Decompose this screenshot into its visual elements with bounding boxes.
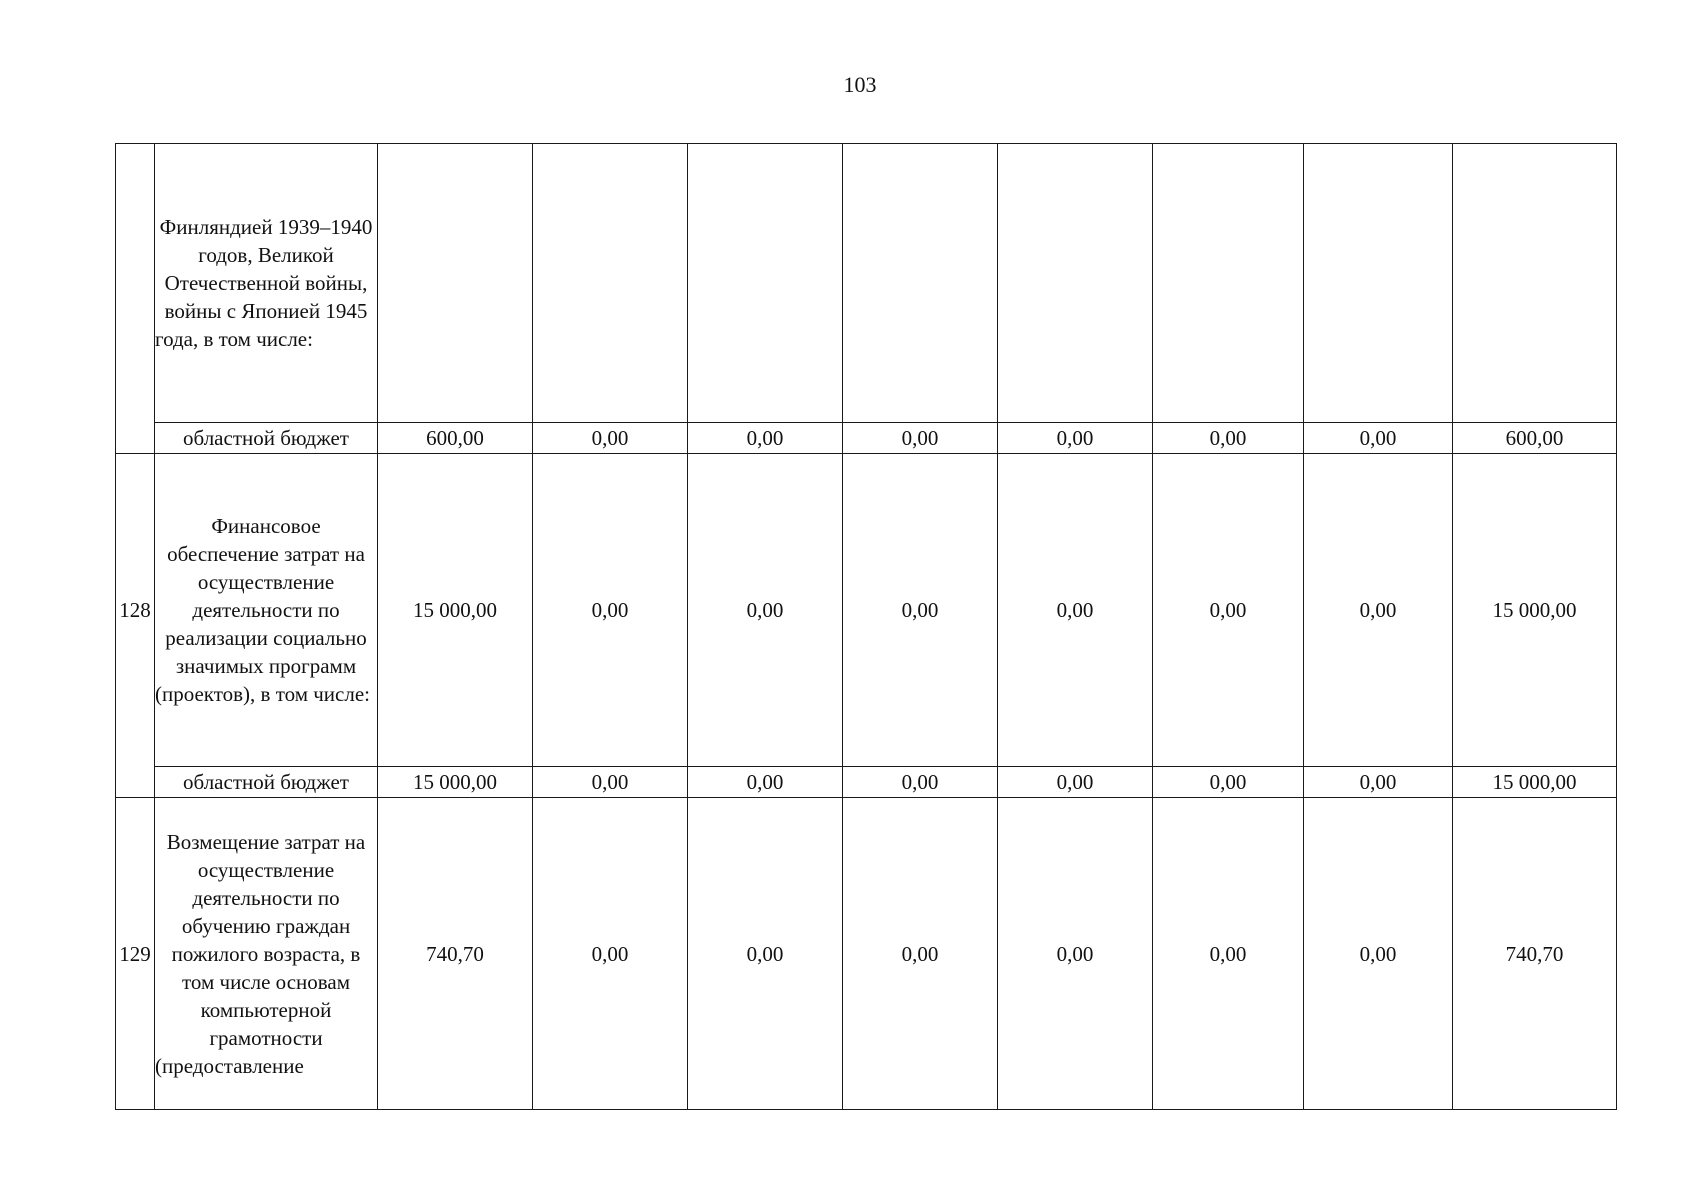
- value-cell: 0,00: [998, 454, 1153, 767]
- table-row: [116, 454, 1617, 767]
- value-cell: 0,00: [1153, 423, 1304, 454]
- value-cell: 0,00: [1153, 454, 1304, 767]
- value-cell: 0,00: [998, 767, 1153, 798]
- value-cell: [1153, 144, 1304, 423]
- table-row: [116, 423, 1617, 454]
- value-cell: 740,70: [1453, 798, 1617, 1110]
- value-cell: 0,00: [688, 767, 843, 798]
- value-cell: 15 000,00: [378, 454, 533, 767]
- table-row: [116, 767, 1617, 798]
- page-number: 103: [843, 72, 877, 97]
- value-cell: 0,00: [1153, 767, 1304, 798]
- value-cell: 0,00: [843, 454, 998, 767]
- value-cell: 0,00: [688, 423, 843, 454]
- row-description: областной бюджет: [155, 423, 378, 454]
- value-cell: [843, 144, 998, 423]
- value-cell: 0,00: [843, 423, 998, 454]
- value-cell: 0,00: [1304, 767, 1453, 798]
- row-description: областной бюджет: [155, 767, 378, 798]
- value-cell: 0,00: [843, 767, 998, 798]
- value-cell: 740,70: [378, 798, 533, 1110]
- value-cell: 0,00: [533, 423, 688, 454]
- table-row: [116, 798, 1617, 1110]
- value-cell: 600,00: [1453, 423, 1617, 454]
- value-cell: 0,00: [1153, 798, 1304, 1110]
- value-cell: [688, 144, 843, 423]
- value-cell: 0,00: [533, 767, 688, 798]
- value-cell: 600,00: [378, 423, 533, 454]
- value-cell: [378, 144, 533, 423]
- row-description: Финляндией 1939–1940 годов, Великой Отечественной войны, войны с Японией 1945 года, в том числе:: [155, 144, 378, 423]
- row-description: Финансовое обеспечение затрат на осуществление деятельности по реализации социально значимых программ (проектов), в том числе:: [155, 454, 378, 767]
- budget-table: [115, 143, 1617, 1110]
- value-cell: [1453, 144, 1617, 423]
- value-cell: 0,00: [533, 798, 688, 1110]
- value-cell: 15 000,00: [1453, 767, 1617, 798]
- row-number-cell: 128: [116, 454, 155, 798]
- value-cell: [533, 144, 688, 423]
- value-cell: 0,00: [843, 798, 998, 1110]
- row-number-cell: [116, 144, 155, 454]
- value-cell: 0,00: [1304, 423, 1453, 454]
- table-row: [116, 144, 1617, 423]
- value-cell: 0,00: [998, 798, 1153, 1110]
- value-cell: 15 000,00: [1453, 454, 1617, 767]
- row-description: Возмещение затрат на осуществление деятельности по обучению граждан пожилого возраста, в том числе основам компьютерной грамотности (предоставление: [155, 798, 378, 1110]
- value-cell: 0,00: [1304, 454, 1453, 767]
- value-cell: 0,00: [998, 423, 1153, 454]
- row-number-cell: 129: [116, 798, 155, 1110]
- value-cell: 0,00: [688, 798, 843, 1110]
- value-cell: [998, 144, 1153, 423]
- value-cell: 0,00: [1304, 798, 1453, 1110]
- value-cell: 15 000,00: [378, 767, 533, 798]
- value-cell: 0,00: [533, 454, 688, 767]
- value-cell: 0,00: [688, 454, 843, 767]
- value-cell: [1304, 144, 1453, 423]
